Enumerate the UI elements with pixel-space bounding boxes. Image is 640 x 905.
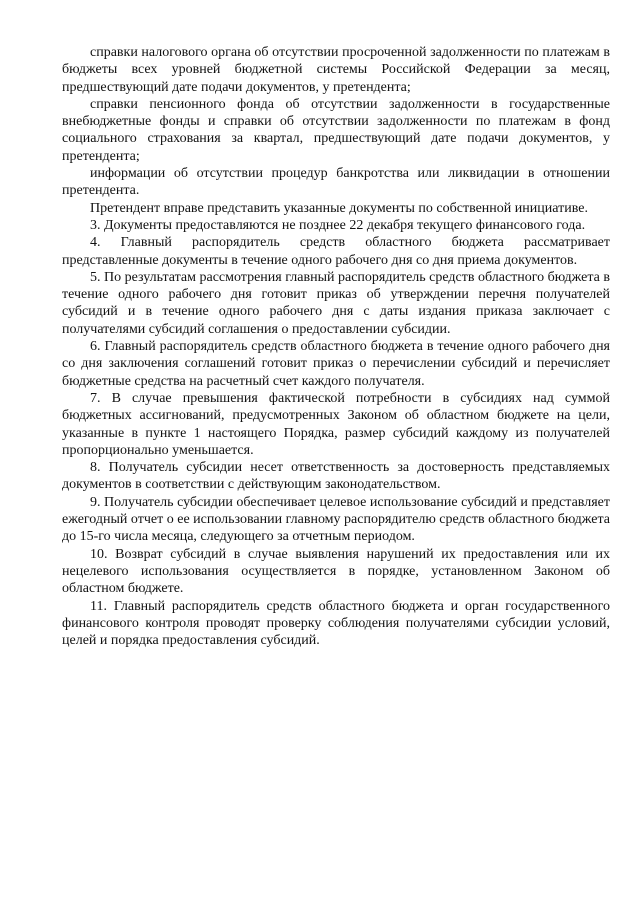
paragraph-item-3: 3. Документы предоставляются не позднее 22 декабря текущего финансового года. (90, 217, 586, 233)
paragraph-item-8: 8. Получатель субсидии несет ответственность за достоверность представляемых документов в соответствии с действующим законодательством. (62, 460, 610, 493)
paragraph-item-7: 7. В случае превышения фактической потребности в субсидиях над суммой бюджетных ассигнований, предусмотренных Законом об областном бюджете на цели, указанные в пункте 1 настоящего Порядка, размер субсидий каждому из получателей пропорционально уменьшается. (62, 390, 610, 458)
paragraph-item-4: 4. Главный распорядитель средств областного бюджета рассматривает представленные документы в течение одного рабочего дня со дня приема документов. (62, 235, 610, 268)
paragraph-item-5: 5. По результатам рассмотрения главный распорядитель средств областного бюджета в течение одного рабочего дня готовит приказ об утверждении перечня получателей субсидий и в течение одного рабочего дня с даты издания приказа заключает с получателями субсидий соглашения о предоставлении субсидии. (62, 269, 610, 337)
paragraph-tax-certificate: справки налогового органа об отсутствии просроченной задолженности по платежам в бюджеты всех уровней бюджетной системы Российской Федерации за месяц, предшествующий дате подачи документов, у претендента; (62, 45, 610, 95)
paragraph-pension-certificate: справки пенсионного фонда об отсутствии задолженности в государственные внебюджетные фонды и справки об отсутствии задолженности по платежам в фонд социального страхования за квартал, предшествующий дате подачи документов, у претендента; (62, 96, 610, 164)
paragraph-item-10: 10. Возврат субсидий в случае выявления нарушений их предоставления или их нецелевого использования осуществляется в порядке, установленном Законом об областном бюджете. (62, 546, 610, 597)
document-page (62, 44, 610, 649)
paragraph-item-6: 6. Главный распорядитель средств областного бюджета в течение одного рабочего дня со дня заключения соглашений готовит приказ о перечислении субсидий и перечисляет бюджетные средства на расчетный счет каждого получателя. (62, 339, 610, 389)
paragraph-bankruptcy-info: информации об отсутствии процедур банкротства или ликвидации в отношении претендента. (62, 166, 610, 199)
paragraph-own-initiative: Претендент вправе представить указанные документы по собственной инициативе. (90, 200, 588, 216)
paragraph-item-11: 11. Главный распорядитель средств областного бюджета и орган государственного финансового контроля проводят проверку соблюдения получателями субсидии условий, целей и порядка предоставления субсидий. (62, 598, 610, 649)
paragraph-item-9: 9. Получатель субсидии обеспечивает целевое использование субсидий и представляет ежегодный отчет о ее использовании главному распорядителю средств областного бюджета до 15-го числа месяца, следующего за отчетным периодом. (62, 494, 610, 545)
